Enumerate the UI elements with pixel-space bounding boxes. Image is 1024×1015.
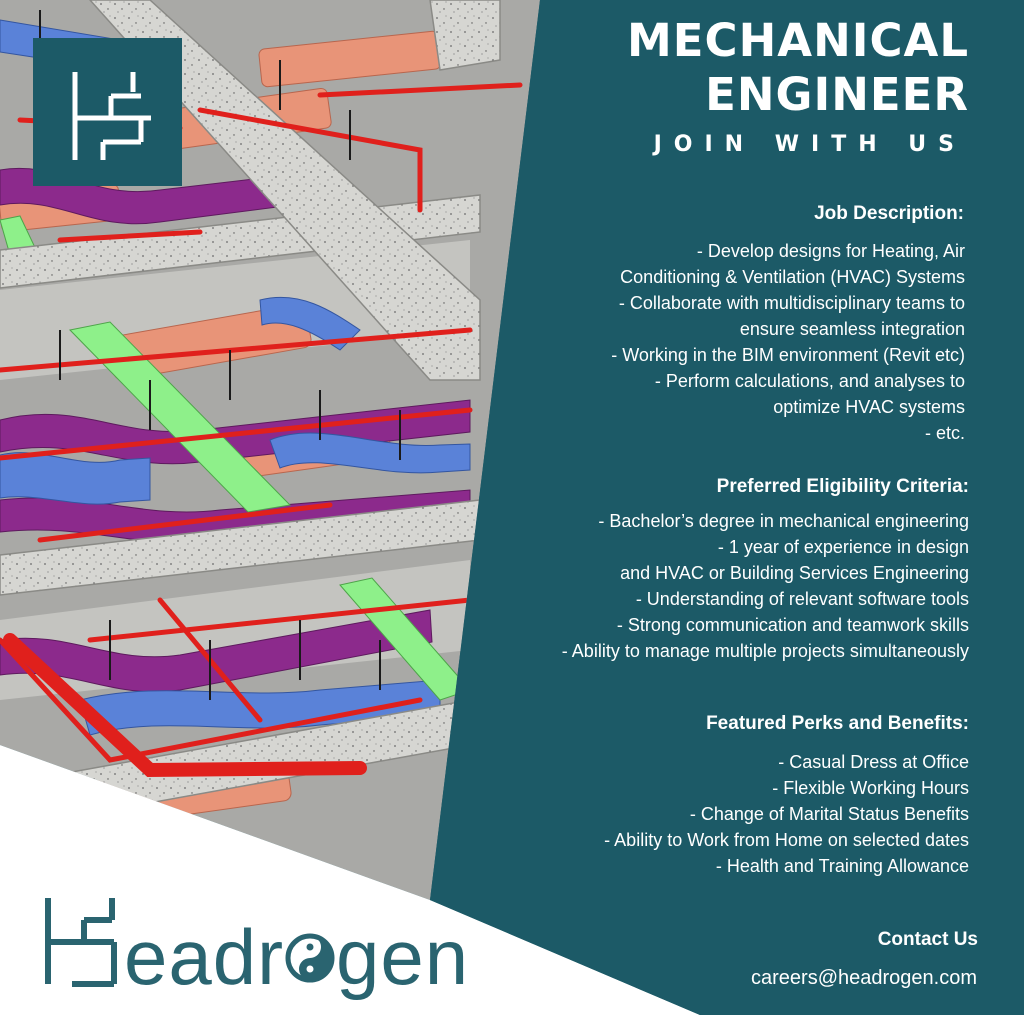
perks-list — [604, 749, 969, 879]
list-item: - Collaborate with multidisciplinary teams to — [618, 293, 965, 313]
list-item: - Bachelor’s degree in mechanical engineering — [598, 511, 969, 531]
list-item: optimize HVAC systems — [773, 397, 965, 417]
tagline: JOIN WITH US — [653, 132, 966, 157]
list-item: - 1 year of experience in design — [717, 537, 969, 557]
job-description-list — [611, 238, 965, 446]
contact-heading: Contact Us — [877, 929, 978, 950]
contact-email-link[interactable]: careers@headrogen.com — [751, 967, 977, 989]
list-item: - Health and Training Allowance — [715, 856, 969, 876]
list-item: - Casual Dress at Office — [778, 752, 969, 772]
headrogen-h-logo-icon — [48, 898, 114, 984]
list-item: - Ability to manage multiple projects simultaneously — [561, 641, 969, 661]
brand-wordmark: eadr — [124, 913, 285, 1001]
eligibility-list — [562, 508, 969, 664]
list-item: ensure seamless integration — [739, 319, 965, 339]
list-item: - Working in the BIM environment (Revit etc) — [611, 345, 965, 365]
title-line-1: MECHANICAL — [627, 14, 969, 67]
list-item: and HVAC or Building Services Engineering — [620, 563, 969, 583]
list-item: - Perform calculations, and analyses to — [654, 371, 965, 391]
list-item: - Develop designs for Heating, Air — [696, 241, 965, 261]
headrogen-h-logo-icon — [33, 38, 182, 186]
headrogen-wordmark-logo — [42, 892, 472, 1004]
title-line-2: ENGINEER — [705, 68, 969, 121]
list-item: - Change of Marital Status Benefits — [689, 804, 969, 824]
list-item: - etc. — [924, 423, 965, 443]
brand-badge — [33, 38, 182, 186]
yin-yang-icon — [288, 936, 332, 980]
job-description-heading: Job Description: — [814, 203, 964, 224]
eligibility-heading: Preferred Eligibility Criteria: — [716, 476, 969, 497]
list-item: - Ability to Work from Home on selected dates — [604, 830, 969, 850]
perks-heading: Featured Perks and Benefits: — [706, 713, 969, 734]
list-item: Conditioning & Ventilation (HVAC) Systems — [620, 267, 965, 287]
list-item: - Understanding of relevant software tools — [635, 589, 969, 609]
list-item: - Flexible Working Hours — [772, 778, 969, 798]
poster-title — [627, 14, 969, 122]
brand-wordmark: gen — [336, 913, 470, 1001]
list-item: - Strong communication and teamwork skills — [616, 615, 969, 635]
